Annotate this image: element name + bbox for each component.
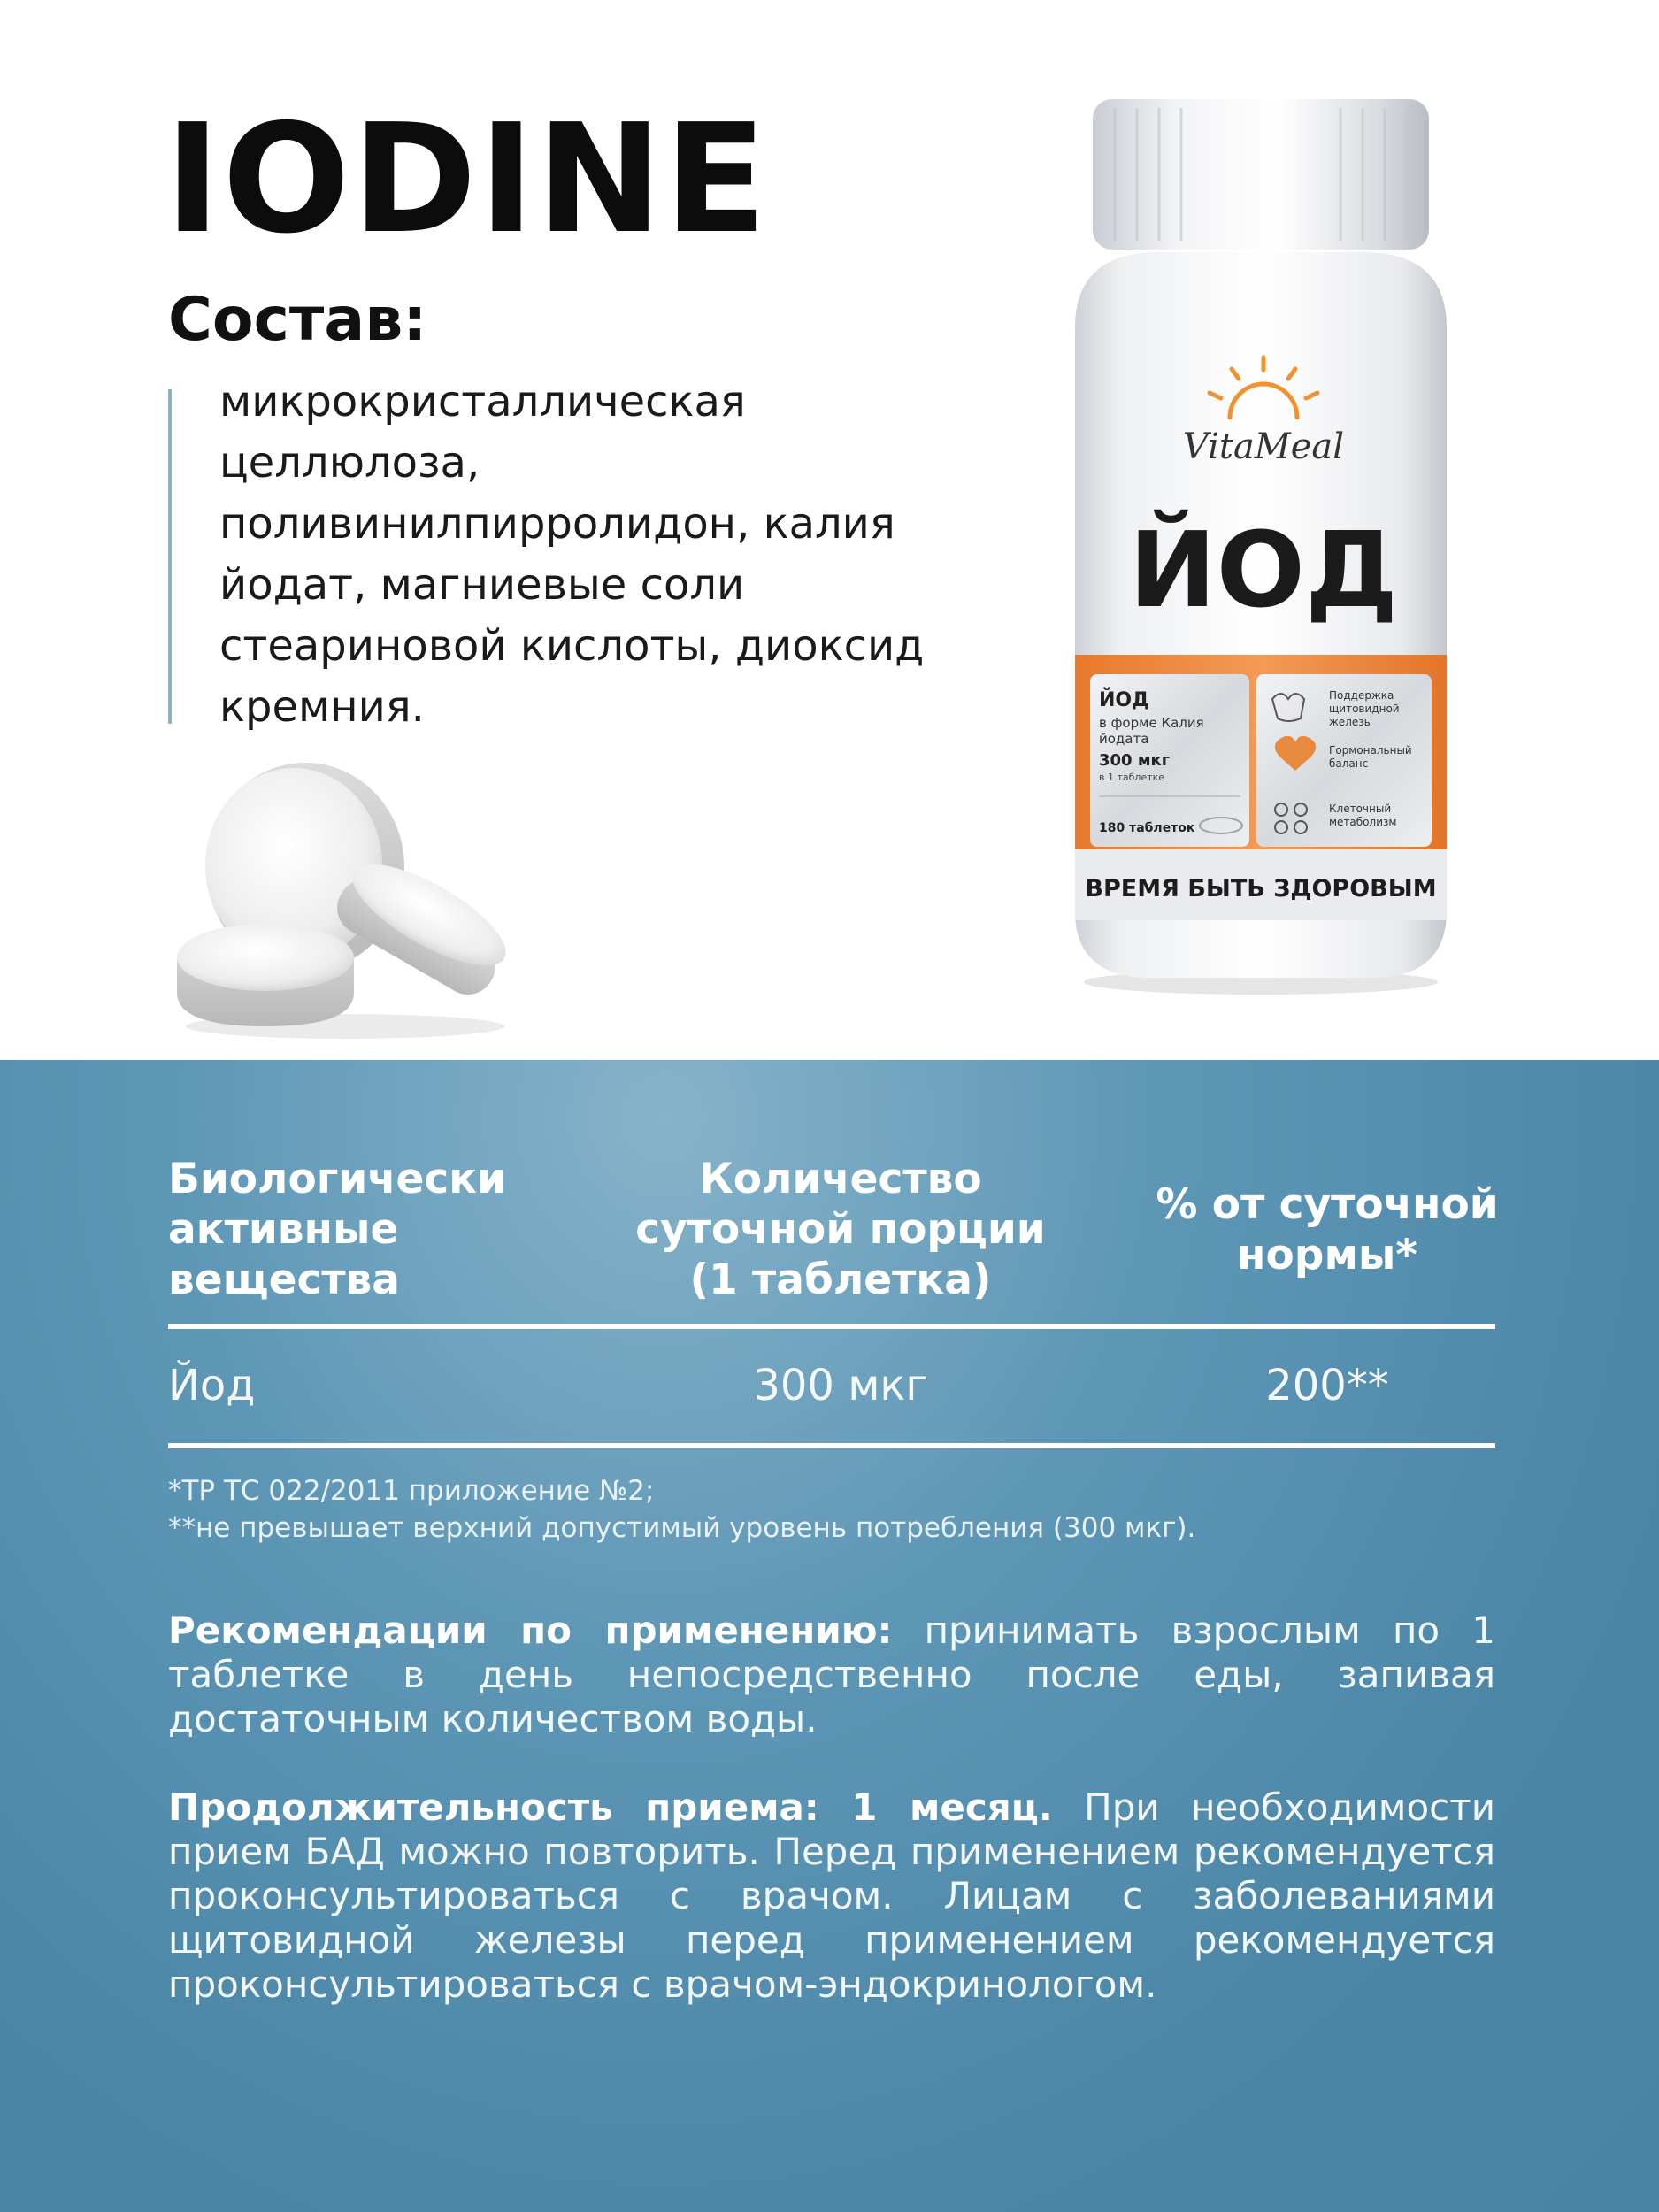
product-bottle (1053, 88, 1469, 1000)
brand-logo: VitaMeal (1182, 426, 1345, 467)
header-line: % от суточной (1156, 1180, 1499, 1229)
benefit-1-line-3: железы (1329, 716, 1373, 728)
header-line: активные (168, 1205, 399, 1254)
table-cell-percent: 200** (1265, 1361, 1389, 1410)
info-panel (0, 1060, 1659, 2212)
page-title: IODINE (165, 92, 769, 267)
benefit-2-line-1: Гормональный (1329, 744, 1412, 757)
duration-text: При необходимости прием БАД можно повторить. Перед применением рекомендуется проконсультироваться с врачом. Лицам с заболеваниями щитовидной железы перед применением рекомендуется проконсультироваться с врачом-эндокринологом. (168, 1786, 1495, 2006)
benefit-1-line-1: Поддержка (1329, 689, 1394, 702)
footnote: **не превышает верхний допустимый уровень потребления (300 мкг). (168, 1512, 1196, 1544)
label-form-1: в форме Калия (1099, 715, 1204, 731)
table-header-amount (611, 1154, 1071, 1305)
product-name: ЙОД (1128, 509, 1399, 631)
table-header-substance (168, 1154, 575, 1305)
table-cell-substance: Йод (168, 1361, 256, 1410)
table-divider-top (168, 1324, 1495, 1329)
table-header-percent (1133, 1179, 1522, 1280)
header-line: нормы* (1237, 1231, 1417, 1279)
recommendations-label: Рекомендации по применению: (168, 1609, 893, 1652)
product-hero (0, 0, 1659, 1060)
duration-paragraph (168, 1786, 1495, 2007)
benefit-2-line-2: баланс (1329, 757, 1369, 770)
recommendations-paragraph (168, 1609, 1495, 1741)
header-line: суточной порции (635, 1205, 1046, 1254)
composition-heading: Состав: (168, 285, 427, 355)
label-title: ЙОД (1099, 689, 1149, 711)
footnotes (168, 1472, 1495, 1547)
benefit-3-line-1: Клеточный (1329, 803, 1392, 815)
table-cell-amount: 300 мкг (753, 1361, 928, 1410)
header-line: Биологически (168, 1155, 507, 1203)
recommendations-text: принимать взрослым по 1 таблетке в день непосредственно после еды, запивая достаточным количеством воды. (168, 1609, 1495, 1740)
slogan: ВРЕМЯ БЫТЬ ЗДОРОВЫМ (1085, 875, 1437, 902)
composition-divider (168, 389, 172, 724)
composition-text: микрокристаллическая целлюлоза, поливинилпирролидон, калия йодат, магниевые соли стеариновой кислоты, диоксид кремния. (219, 377, 925, 732)
label-form-2: йодата (1099, 731, 1149, 747)
footnote: *ТР ТС 022/2011 приложение №2; (168, 1475, 655, 1507)
benefit-1-line-2: щитовидной (1329, 703, 1400, 715)
header-line: вещества (168, 1256, 401, 1304)
tablets-image (159, 761, 531, 1044)
header-line: Количество (699, 1155, 982, 1203)
benefit-3-line-2: метаболизм (1329, 816, 1397, 828)
label-count: 180 таблеток (1099, 821, 1195, 835)
label-dose-note: в 1 таблетке (1099, 772, 1165, 783)
header-line: (1 таблетка) (689, 1256, 992, 1304)
duration-label: Продолжительность приема: 1 месяц. (168, 1786, 1053, 1829)
label-dose: 300 мкг (1099, 751, 1171, 770)
table-divider-bottom (168, 1443, 1495, 1448)
